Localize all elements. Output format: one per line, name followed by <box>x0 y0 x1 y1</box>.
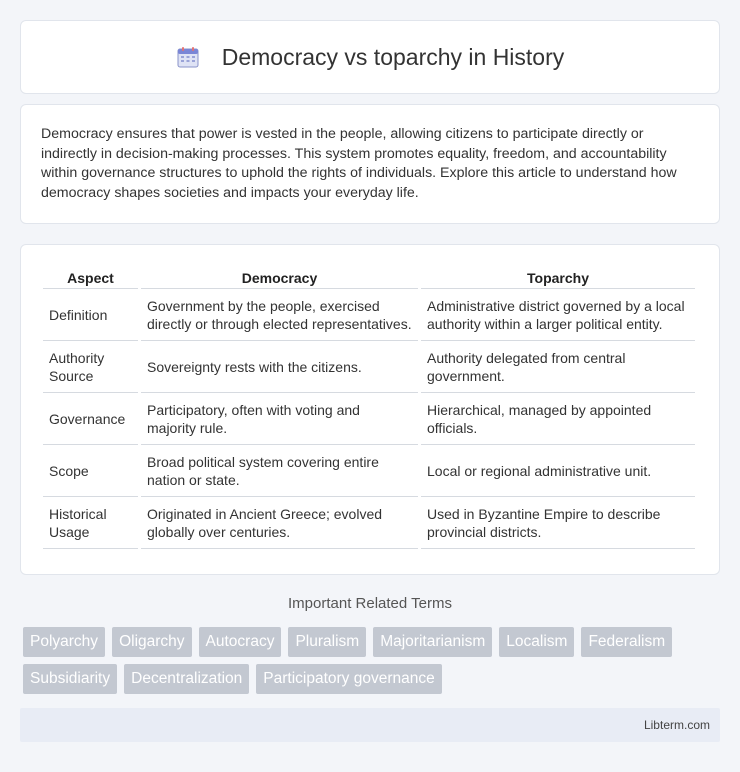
term-tag-subsidiarity[interactable]: Subsidiarity <box>23 664 117 694</box>
footer <box>20 708 720 742</box>
row-aspect: Historical Usage <box>43 497 138 549</box>
row-democracy: Originated in Ancient Greece; evolved globally over centuries. <box>141 497 418 549</box>
row-democracy: Participatory, often with voting and majority rule. <box>141 393 418 445</box>
term-tag-majoritarianism[interactable]: Majoritarianism <box>373 627 492 657</box>
comparison-table <box>40 265 698 549</box>
header-aspect: Aspect <box>43 265 138 289</box>
row-toparchy: Hierarchical, managed by appointed officials. <box>421 393 695 445</box>
page-title: Democracy vs toparchy in History <box>221 43 565 70</box>
table-row <box>43 393 695 445</box>
row-aspect: Definition <box>43 289 138 341</box>
related-terms-list <box>23 627 723 694</box>
table-row <box>43 445 695 497</box>
term-tag-pluralism[interactable]: Pluralism <box>288 627 366 657</box>
row-democracy: Sovereignty rests with the citizens. <box>141 341 418 393</box>
term-tag-oligarchy[interactable]: Oligarchy <box>112 627 191 657</box>
header-toparchy: Toparchy <box>421 265 695 289</box>
calendar-icon <box>176 45 200 69</box>
term-tag-decentralization[interactable]: Decentralization <box>124 664 249 694</box>
row-democracy: Broad political system covering entire nation or state. <box>141 445 418 497</box>
table-header-row <box>43 265 695 289</box>
row-toparchy: Authority delegated from central government. <box>421 341 695 393</box>
term-tag-federalism[interactable]: Federalism <box>581 627 672 657</box>
table-row <box>43 289 695 341</box>
intro-paragraph: Democracy ensures that power is vested in the people, allowing citizens to participate directly or indirectly in decision-making processes. This system promotes equality, freedom, and accountability within governance structures to uphold the rights of individuals. Explore this article to understand how democracy shapes societies and impacts your everyday life. <box>41 126 677 201</box>
row-democracy: Government by the people, exercised directly or through elected representatives. <box>141 289 418 341</box>
title-card <box>20 20 720 94</box>
term-tag-polyarchy[interactable]: Polyarchy <box>23 627 105 657</box>
term-tag-autocracy[interactable]: Autocracy <box>199 627 282 657</box>
table-row <box>43 341 695 393</box>
header-democracy: Democracy <box>141 265 418 289</box>
table-row <box>43 497 695 549</box>
related-terms-heading: Important Related Terms <box>288 595 452 612</box>
row-aspect: Scope <box>43 445 138 497</box>
term-tag-participatory-governance[interactable]: Participatory governance <box>256 664 441 694</box>
footer-site-link[interactable]: Libterm.com <box>643 718 710 732</box>
intro-card <box>20 104 720 224</box>
term-tag-localism[interactable]: Localism <box>499 627 574 657</box>
row-toparchy: Used in Byzantine Empire to describe provincial districts. <box>421 497 695 549</box>
row-aspect: Governance <box>43 393 138 445</box>
row-toparchy: Administrative district governed by a local authority within a larger political entity. <box>421 289 695 341</box>
row-toparchy: Local or regional administrative unit. <box>421 445 695 497</box>
row-aspect: Authority Source <box>43 341 138 393</box>
comparison-card <box>20 244 720 575</box>
